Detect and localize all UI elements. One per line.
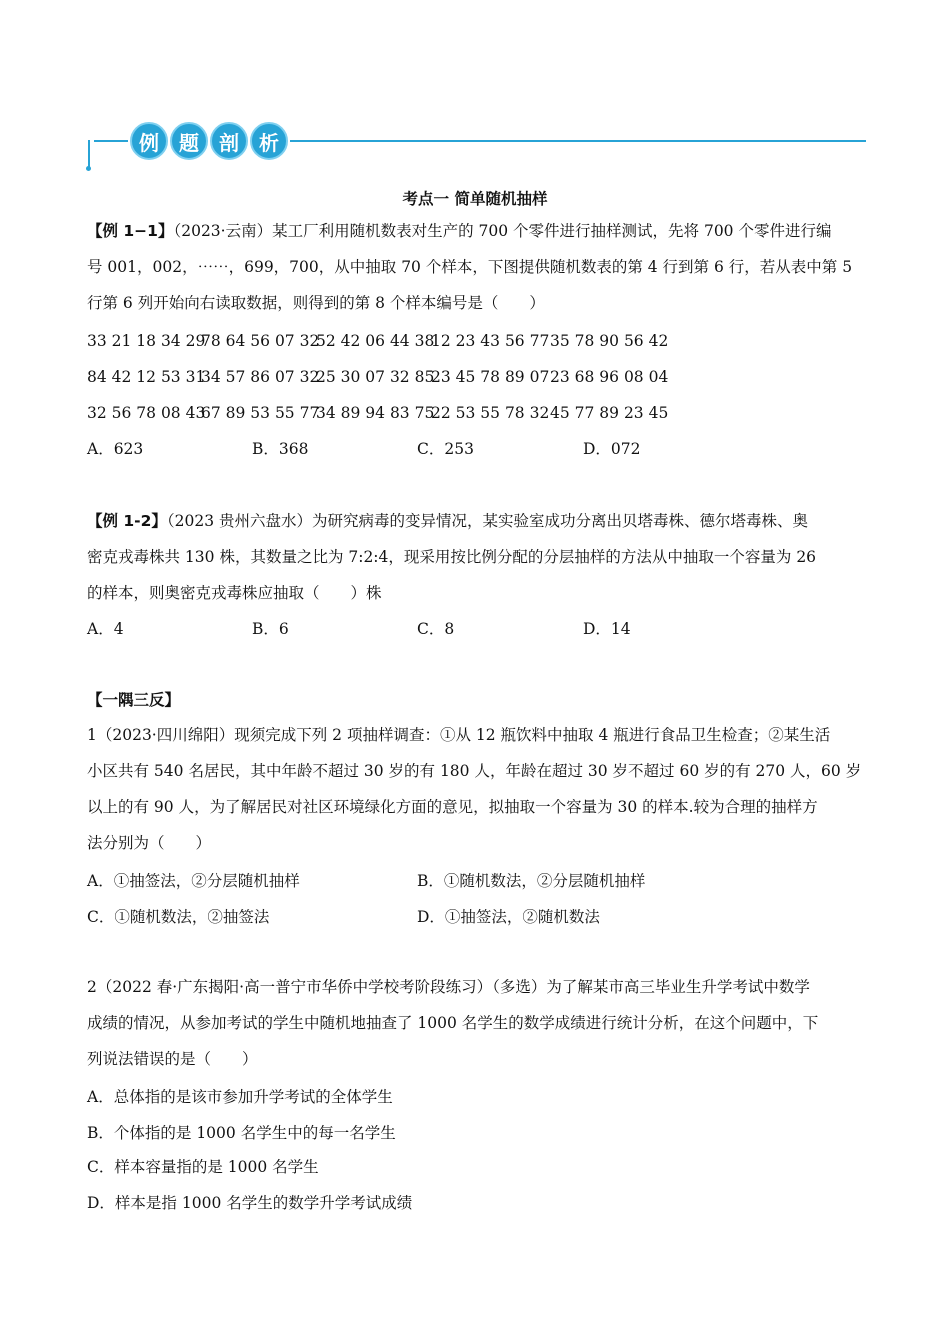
random-table-cell: 84 42 12 53 31	[87, 368, 206, 386]
option-a: A．623	[87, 440, 144, 458]
option-a: A．4	[87, 620, 124, 638]
random-table-cell: 78 64 56 07 32	[201, 332, 320, 350]
banner-char: 析	[250, 122, 288, 160]
random-table-cell: 25 30 07 32 85	[316, 368, 435, 386]
random-table-cell: 23 68 96 08 04	[550, 368, 669, 386]
random-table-cell: 33 21 18 34 29	[87, 332, 206, 350]
option-b: B．个体指的是 1000 名学生中的每一名学生	[87, 1124, 396, 1142]
option-b: B．368	[252, 440, 309, 458]
random-table-cell: 35 78 90 56 42	[550, 332, 669, 350]
ex1-text: （2023·云南）某工厂利用随机数表对生产的 700 个零件进行抽样测试，先将 700 个零件进行编	[173, 222, 832, 240]
option-b: B．6	[252, 620, 289, 638]
ex2-tag: 【例 1-2】	[87, 512, 167, 530]
random-table-cell: 45 77 89 23 45	[550, 404, 669, 422]
option-d: D．①抽签法，②随机数法	[417, 908, 600, 926]
random-table-cell: 22 53 55 78 32	[431, 404, 550, 422]
banner-char: 题	[170, 122, 208, 160]
banner-char: 剖	[210, 122, 248, 160]
q2-line-2: 成绩的情况，从参加考试的学生中随机地抽查了 1000 名学生的数学成绩进行统计分析，在这个问题中，下	[87, 1014, 819, 1032]
ex2-line-3: 的样本，则奥密克戎毒株应抽取（ ）株	[87, 584, 382, 602]
option-a: A．总体指的是该市参加升学考试的全体学生	[87, 1088, 393, 1106]
random-table-cell: 67 89 53 55 77	[201, 404, 320, 422]
random-table-cell: 23 45 78 89 07	[431, 368, 550, 386]
ex1-tag: 【例 1−1】	[87, 222, 174, 240]
ex1-line-1	[87, 220, 867, 242]
section-title: 考点一 简单随机抽样	[402, 190, 548, 208]
ex2-text: （2023 贵州六盘水）为研究病毒的变异情况，某实验室成功分离出贝塔毒株、德尔塔毒株、奥	[166, 512, 809, 530]
ex2-line-2: 密克戎毒株共 130 株，其数量之比为 7:2:4，现采用按比例分配的分层抽样的方法从中抽取一个容量为 26	[87, 548, 817, 566]
banner-char: 例	[130, 122, 168, 160]
random-table-cell: 12 23 43 56 77	[431, 332, 550, 350]
option-c: C．253	[417, 440, 474, 458]
option-d: D．072	[583, 440, 641, 458]
q1-line-4: 法分别为（ ）	[87, 834, 212, 852]
random-table-cell: 52 42 06 44 38	[316, 332, 435, 350]
section-banner	[86, 118, 866, 174]
banner-corner	[88, 140, 90, 168]
q2-line-1: 2（2022 春·广东揭阳·高一普宁市华侨中学校考阶段练习）（多选）为了解某市高三毕业生升学考试中数学	[87, 978, 810, 996]
q1-line-1: 1（2023·四川绵阳）现须完成下列 2 项抽样调查：①从 12 瓶饮料中抽取 4 瓶进行食品卫生检查；②某生活	[87, 726, 831, 744]
q2-line-3: 列说法错误的是（ ）	[87, 1050, 258, 1068]
option-c: C．8	[417, 620, 455, 638]
banner-dot	[86, 166, 91, 171]
banner-badges	[128, 122, 290, 160]
ex1-line-2: 号 001，002，⋯⋯，699，700，从中抽取 70 个样本，下图提供随机数表的第 4 行到第 6 行，若从表中第 5	[87, 258, 853, 276]
option-d: D．样本是指 1000 名学生的数学升学考试成绩	[87, 1194, 413, 1212]
option-c: C．样本容量指的是 1000 名学生	[87, 1158, 319, 1176]
random-table-cell: 34 57 86 07 32	[201, 368, 320, 386]
q1-line-2: 小区共有 540 名居民，其中年龄不超过 30 岁的有 180 人，年龄在超过 30 岁不超过 60 岁的有 270 人，60 岁	[87, 762, 862, 780]
q1-line-3: 以上的有 90 人，为了解居民对社区环境绿化方面的意见，拟抽取一个容量为 30 的样本.较为合理的抽样方	[87, 798, 818, 816]
option-a: A．①抽签法，②分层随机抽样	[87, 872, 300, 890]
practice-heading: 【一隅三反】	[87, 691, 181, 709]
ex1-line-3: 行第 6 列开始向右读取数据，则得到的第 8 个样本编号是（ ）	[87, 294, 545, 312]
random-table-cell: 34 89 94 83 75	[316, 404, 435, 422]
option-c: C．①随机数法，②抽签法	[87, 908, 270, 926]
ex2-line-1	[87, 510, 867, 532]
option-b: B．①随机数法，②分层随机抽样	[417, 872, 646, 890]
option-d: D．14	[583, 620, 631, 638]
random-table-cell: 32 56 78 08 43	[87, 404, 206, 422]
